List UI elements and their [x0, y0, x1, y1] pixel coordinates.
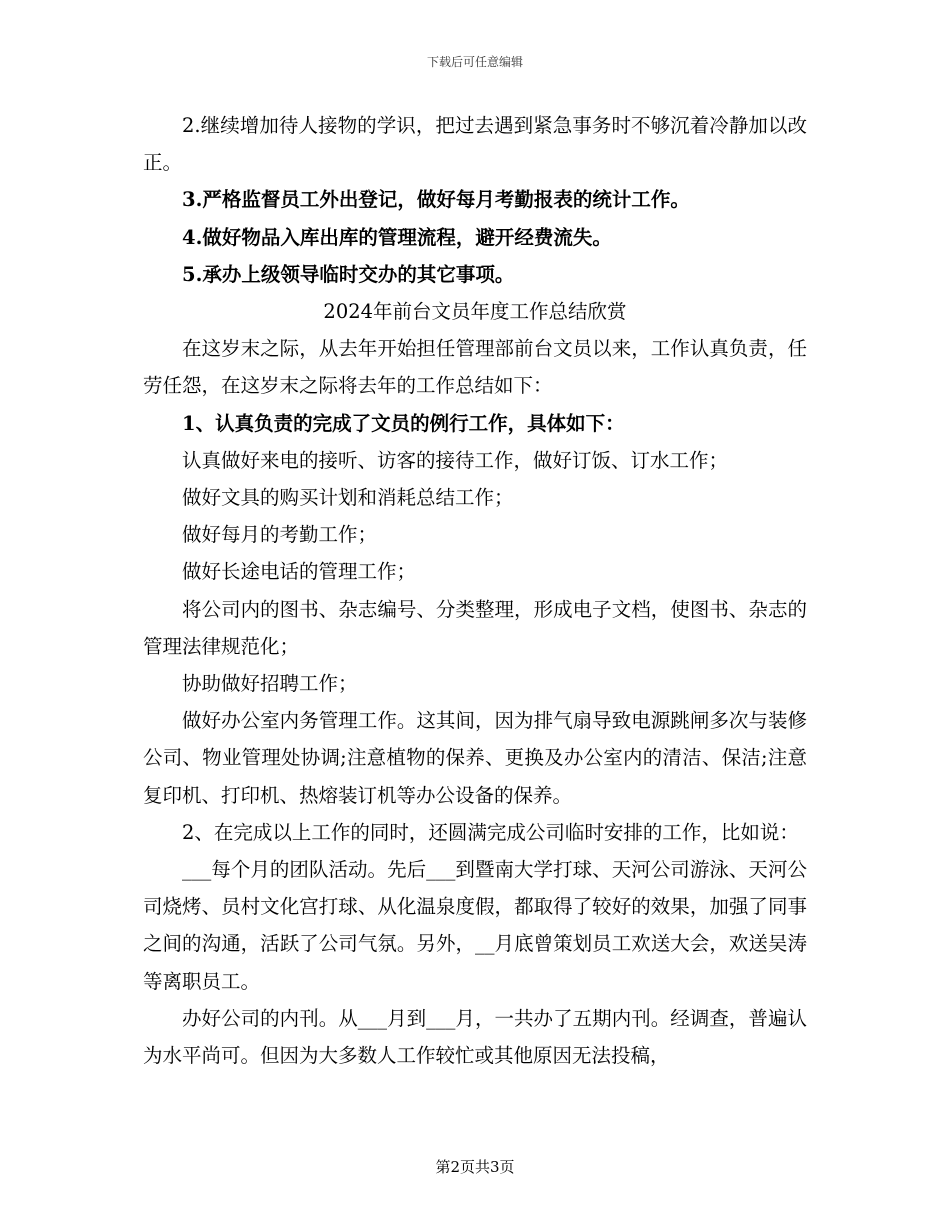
paragraph: ___每个月的团队活动。先后___到暨南大学打球、天河公司游泳、天河公司烧烤、员村文化宫打球、从化温泉度假，都取得了较好的效果，加强了同事之间的沟通，活跃了公司气氛。另外，__月底曾策划员工欢送大会，欢送吴涛等离职员工。: [143, 858, 807, 993]
paragraph: 认真做好来电的接听、访客的接待工作，做好订饭、订水工作；: [182, 448, 729, 472]
paragraph: 3.严格监督员工外出登记，做好每月考勤报表的统计工作。: [182, 188, 690, 212]
paragraph: 将公司内的图书、杂志编号、分类整理，形成电子文档，使图书、杂志的管理法律规范化；: [143, 597, 807, 658]
paragraph: 做好文具的购买计划和消耗总结工作；: [182, 486, 514, 510]
paragraph: 4.做好物品入库出库的管理流程，避开经费流失。: [182, 225, 612, 249]
paragraph: 2、在完成以上工作的同时，还圆满完成公司临时安排的工作，比如说：: [182, 820, 799, 844]
paragraph: 协助做好招聘工作；: [182, 672, 358, 696]
paragraph: 做好每月的考勤工作；: [182, 523, 378, 547]
page-header: 下载后可任意编辑: [426, 55, 523, 69]
document-body: [143, 107, 807, 1074]
paragraph: 1、认真负责的完成了文员的例行工作，具体如下：: [182, 411, 625, 435]
page-footer: 第2页共3页: [435, 1158, 515, 1176]
paragraph: 2.继续增加待人接物的学识，把过去遇到紧急事务时不够沉着冷静加以改正。: [143, 114, 807, 175]
section-title: 2024年前台文员年度工作总结欣赏: [323, 300, 627, 324]
paragraph: 做好办公室内务管理工作。这其间，因为排气扇导致电源跳闸多次与装修公司、物业管理处协调;注意植物的保养、更换及办公室内的清洁、保洁;注意复印机、打印机、热熔装订机等办公设备的保养。: [143, 709, 807, 807]
paragraph: 做好长途电话的管理工作；: [182, 560, 417, 584]
paragraph: 5.承办上级领导临时交办的其它事项。: [182, 262, 515, 286]
paragraph: 办好公司的内刊。从___月到___月，一共办了五期内刊。经调查，普遍认为水平尚可。但因为大多数人工作较忙或其他原因无法投稿，: [143, 1006, 807, 1068]
paragraph: 在这岁末之际，从去年开始担任管理部前台文员以来，工作认真负责，任劳任怨，在这岁末之际将去年的工作总结如下：: [143, 337, 807, 398]
